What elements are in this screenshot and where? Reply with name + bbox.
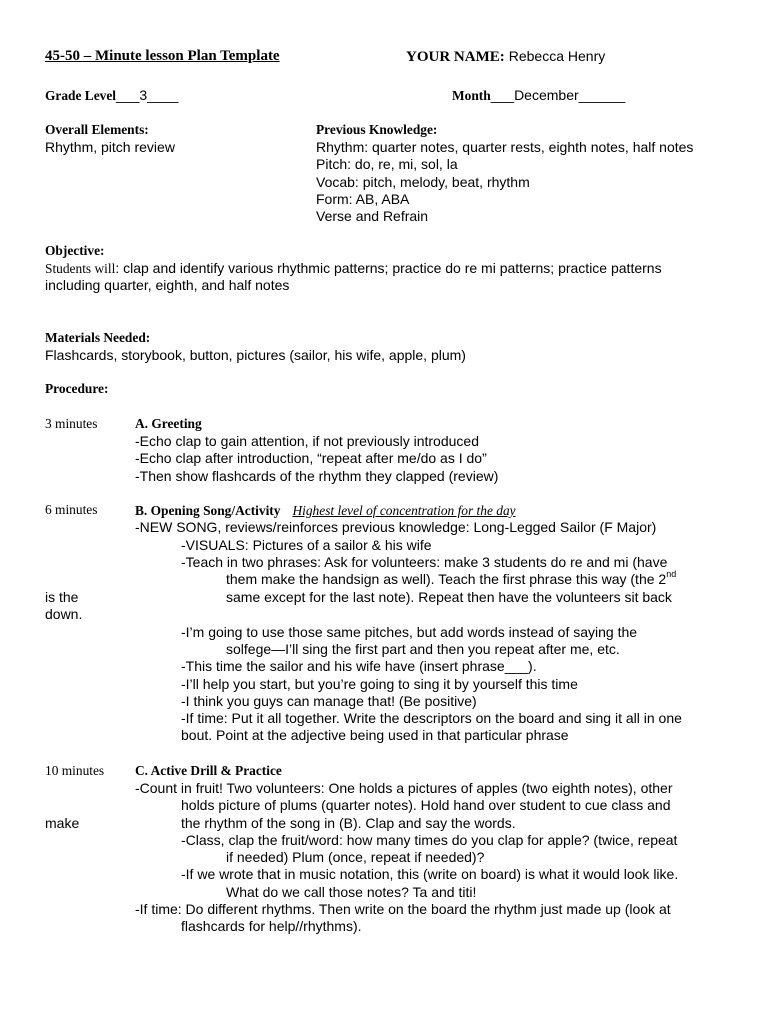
section-b-line: -I think you guys can manage that! (Be positive) bbox=[181, 693, 477, 709]
grade-level-label: Grade Level bbox=[45, 88, 117, 103]
previous-knowledge-item: Form: AB, ABA bbox=[316, 191, 410, 207]
section-b-line: bout. Point at the adjective being used in that particular phrase bbox=[181, 727, 569, 743]
previous-knowledge-item: Verse and Refrain bbox=[316, 208, 429, 224]
section-c-title: C. Active Drill & Practice bbox=[135, 763, 282, 778]
grade-level-blank: ___ bbox=[116, 87, 140, 103]
page-title: 45-50 – Minute lesson Plan Template bbox=[45, 48, 280, 64]
section-b-line: -VISUALS: Pictures of a sailor & his wife bbox=[181, 537, 432, 553]
materials-text: Flashcards, storybook, button, pictures (sailor, his wife, apple, plum) bbox=[45, 347, 466, 363]
section-c-line: if needed) Plum (once, repeat if needed)? bbox=[226, 849, 485, 865]
section-b-line: -If time: Put it all together. Write the descriptors on the board and sing it all in one bbox=[181, 710, 682, 726]
section-b-line: -I’ll help you start, but you’re going to sing it by yourself this time bbox=[181, 676, 578, 692]
section-c-line: the rhythm of the song in (B). Clap and say the words. bbox=[181, 815, 516, 831]
procedure-heading: Procedure: bbox=[45, 381, 109, 396]
previous-knowledge-item: Rhythm: quarter notes, quarter rests, eighth notes, half notes bbox=[316, 139, 694, 155]
month-value: December bbox=[514, 87, 579, 103]
section-b-line-wrap: down. bbox=[45, 606, 83, 622]
your-name-value: Rebecca Henry bbox=[508, 48, 606, 64]
section-c-line: -If time: Do different rhythms. Then write on the board the rhythm just made up (look at bbox=[135, 901, 671, 917]
section-b-title: B. Opening Song/Activity bbox=[135, 503, 281, 518]
section-c-line: -Count in fruit! Two volunteers: One holds a pictures of apples (two eighth notes), other bbox=[135, 780, 673, 796]
your-name-label: YOUR NAME: bbox=[406, 49, 505, 65]
section-c-line: What do we call those notes? Ta and titi! bbox=[226, 884, 477, 900]
section-c-line-wrap: make bbox=[45, 815, 80, 831]
section-a-time: 3 minutes bbox=[45, 416, 98, 431]
previous-knowledge-item: Vocab: pitch, melody, beat, rhythm bbox=[316, 174, 530, 190]
objective-line: including quarter, eighth, and half notes bbox=[45, 277, 290, 293]
month-blank: ______ bbox=[578, 87, 626, 103]
section-a-title: A. Greeting bbox=[135, 416, 202, 431]
previous-knowledge-heading: Previous Knowledge: bbox=[316, 122, 438, 137]
month-field bbox=[452, 87, 625, 105]
section-a-line: -Echo clap after introduction, “repeat after me/do as I do” bbox=[135, 450, 487, 466]
section-b-line bbox=[226, 571, 676, 587]
section-b-time: 6 minutes bbox=[45, 502, 98, 517]
section-c-line: flashcards for help//rhythms). bbox=[181, 918, 362, 934]
section-c-line: -Class, clap the fruit/word: how many times do you clap for apple? (twice, repeat bbox=[181, 832, 678, 848]
section-b-line-wrap: is the bbox=[45, 589, 79, 605]
section-c-time: 10 minutes bbox=[45, 763, 105, 778]
section-c-line: holds picture of plums (quarter notes). Hold hand over student to cue class and bbox=[181, 797, 671, 813]
grade-level-field bbox=[45, 87, 178, 105]
objective-line: : clap and identify various rhythmic patterns; practice do re mi patterns; practice patterns bbox=[115, 260, 662, 276]
section-b-line: -I’m going to use those same pitches, but add words instead of saying the bbox=[181, 624, 638, 640]
superscript: nd bbox=[666, 569, 677, 579]
objective-text bbox=[45, 260, 662, 278]
section-a-line: -Then show flashcards of the rhythm they clapped (review) bbox=[135, 468, 499, 484]
overall-elements-text: Rhythm, pitch review bbox=[45, 139, 175, 155]
materials-heading: Materials Needed: bbox=[45, 330, 151, 345]
section-c-line: -If we wrote that in music notation, this (write on board) is what it would look like. bbox=[181, 866, 679, 882]
section-b-line: -NEW SONG, reviews/reinforces previous knowledge: Long-Legged Sailor (F Major) bbox=[135, 519, 657, 535]
grade-level-blank: ____ bbox=[147, 87, 179, 103]
objective-heading: Objective: bbox=[45, 243, 105, 258]
previous-knowledge-item: Pitch: do, re, mi, sol, la bbox=[316, 156, 458, 172]
month-blank: ___ bbox=[490, 87, 515, 103]
section-b-line: -Teach in two phrases: Ask for volunteers: make 3 students do re and mi (have bbox=[181, 554, 668, 570]
your-name-field bbox=[406, 48, 605, 66]
overall-elements-heading: Overall Elements: bbox=[45, 122, 149, 137]
section-b-line: same except for the last note). Repeat then have the volunteers sit back bbox=[226, 589, 672, 605]
section-b-line: solfege—I’ll sing the first part and then you repeat after me, etc. bbox=[226, 641, 620, 657]
section-a-line: -Echo clap to gain attention, if not previously introduced bbox=[135, 433, 479, 449]
section-b-line-text: them make the handsign as well). Teach the first phrase this way (the 2 bbox=[226, 571, 667, 587]
section-b-note: Highest level of concentration for the day bbox=[292, 503, 516, 518]
section-b-header bbox=[135, 502, 516, 520]
section-b-line: -This time the sailor and his wife have (insert phrase___). bbox=[181, 658, 537, 674]
grade-level-value: 3 bbox=[139, 87, 148, 103]
month-label: Month bbox=[452, 88, 491, 103]
objective-lead: Students will bbox=[45, 261, 116, 276]
